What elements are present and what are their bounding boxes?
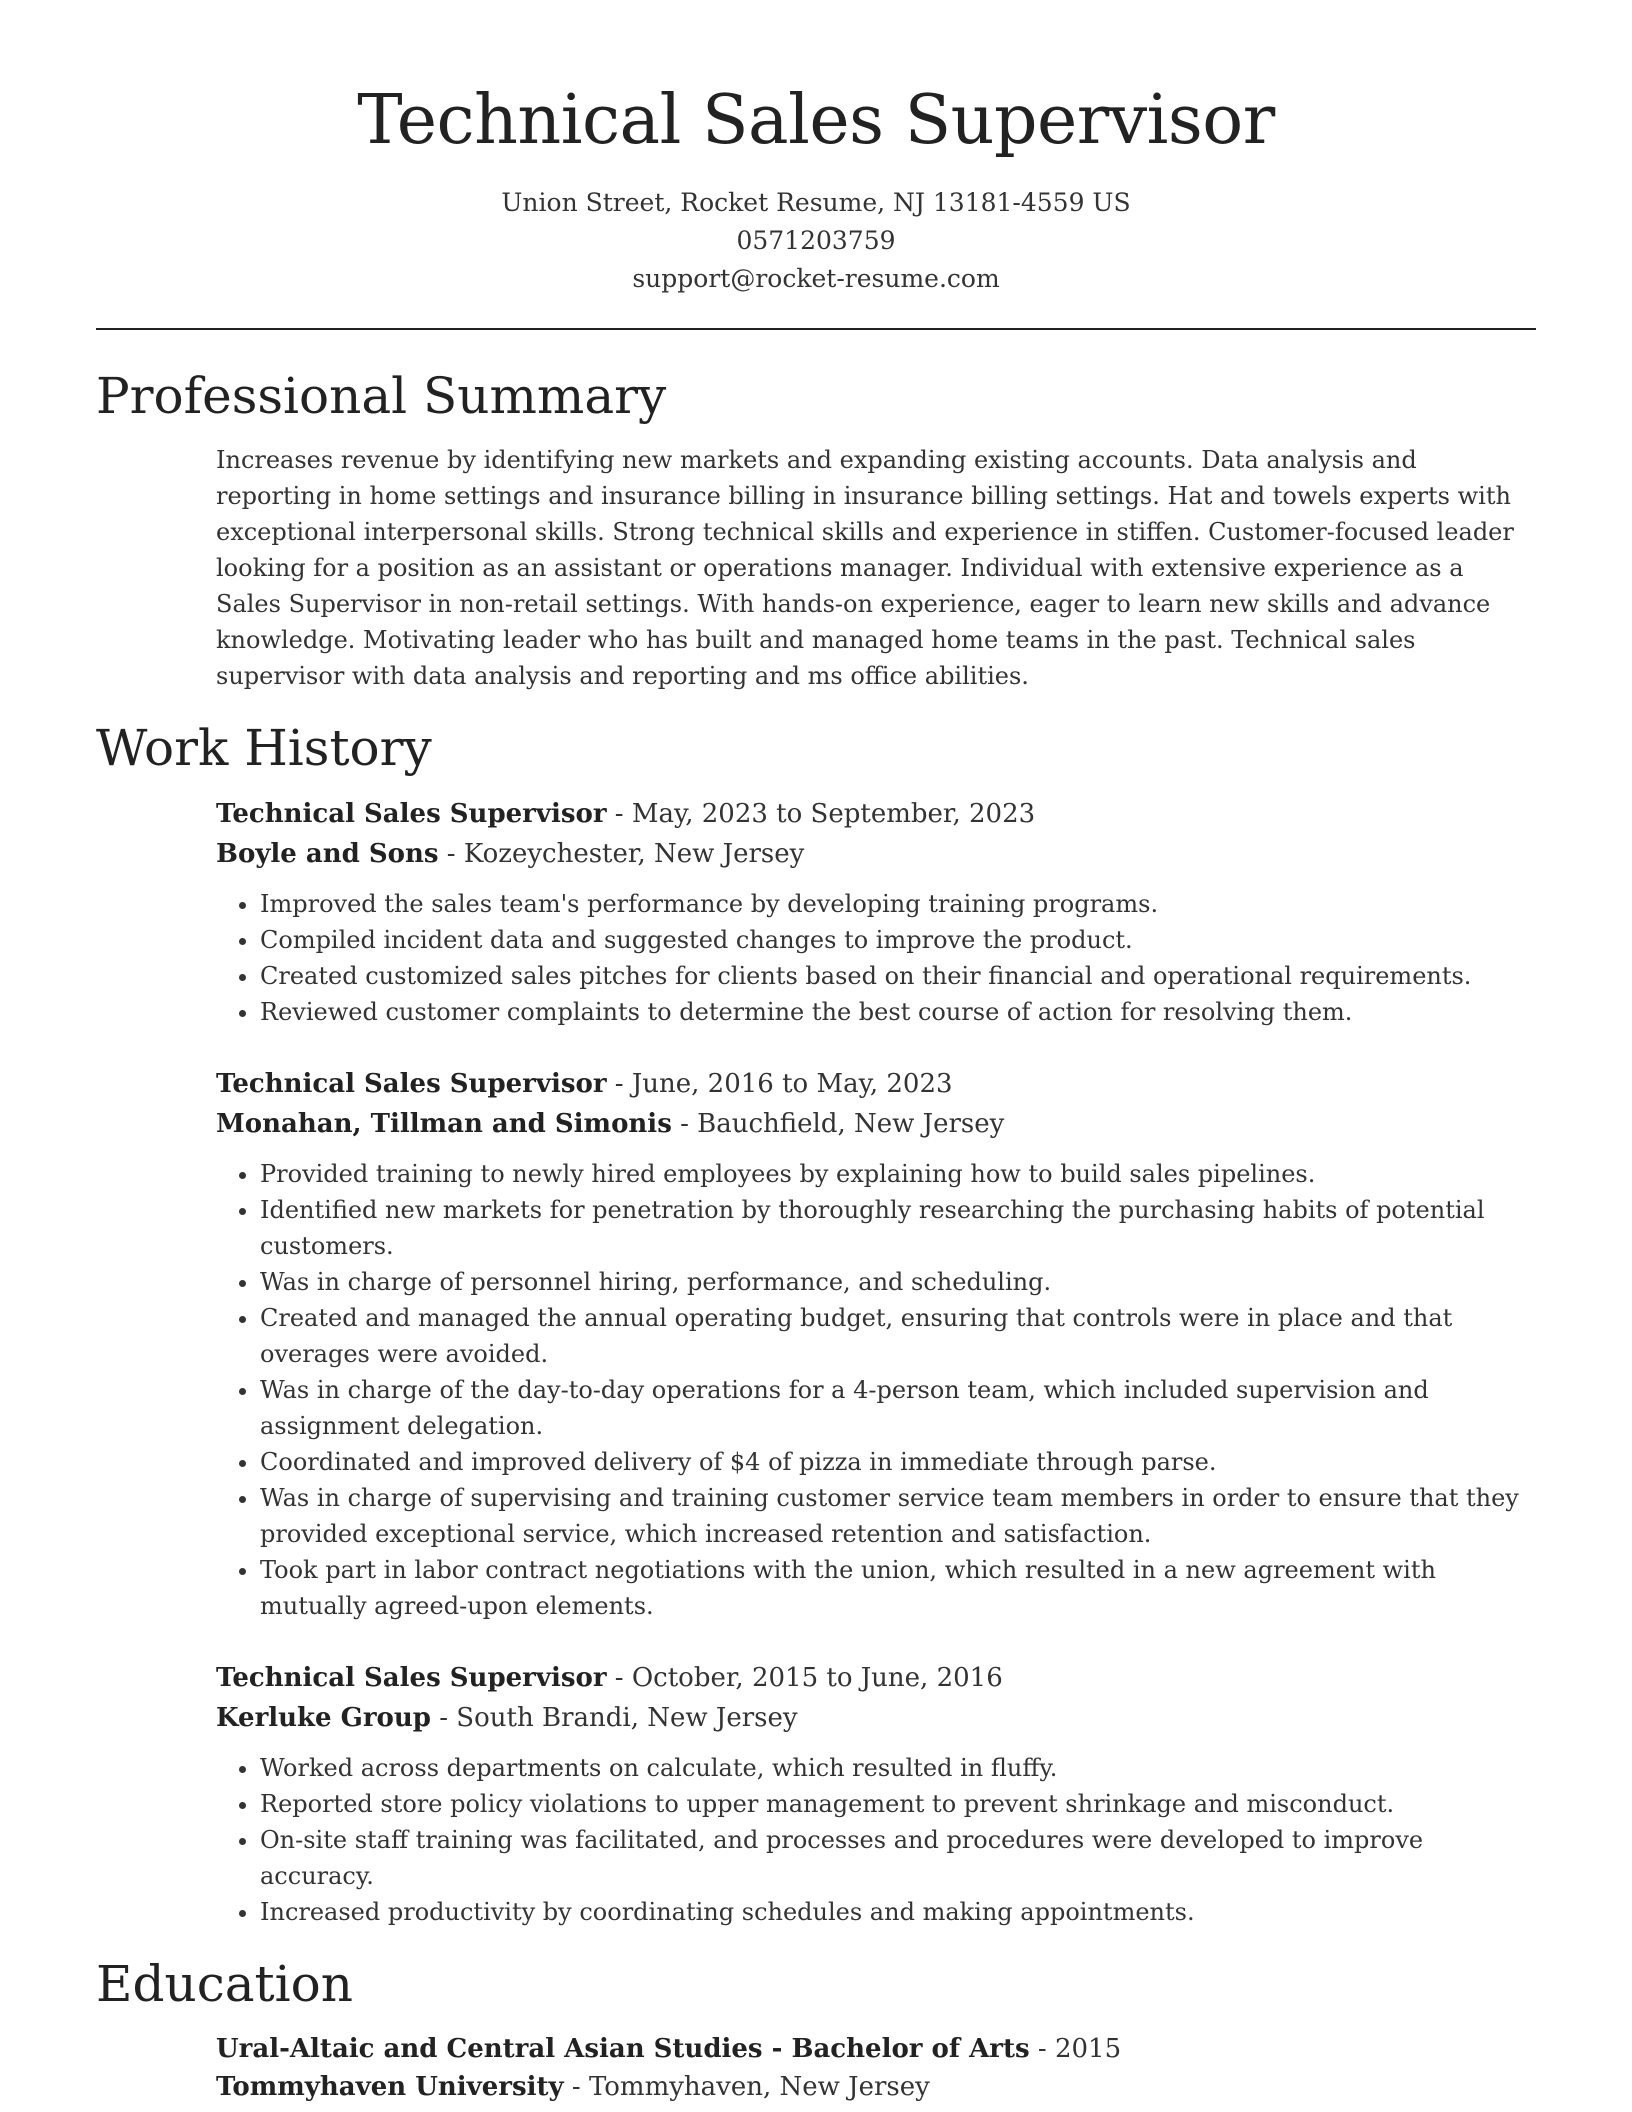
job-location: - Bauchfield, New Jersey: [671, 1108, 1005, 1139]
job-bullet: • Worked across departments on calculate, which resulted in fluffy.: [260, 1750, 1536, 1786]
job-bullet: • Was in charge of supervising and training customer service team members in order to ensure that they provided exceptional service, which increased retention and satisfaction.: [260, 1480, 1536, 1552]
education-field: Ural-Altaic and Central Asian Studies: [216, 2033, 763, 2064]
job-bullet: • Increased productivity by coordinating schedules and making appointments.: [260, 1894, 1536, 1930]
job-company: Monahan, Tillman and Simonis: [216, 1108, 672, 1139]
job-bullet: • Was in charge of personnel hiring, performance, and scheduling.: [260, 1264, 1536, 1300]
job-bullets: [216, 886, 1536, 1030]
job-role: Technical Sales Supervisor: [216, 1068, 607, 1099]
job-company-line: [216, 1104, 1536, 1144]
section-title-education: Education: [96, 1954, 353, 2013]
job-company: Kerluke Group: [216, 1702, 431, 1733]
education-body: [216, 2030, 1536, 2106]
job-dates: - October, 2015 to June, 2016: [606, 1662, 1003, 1693]
job-bullet: • Compiled incident data and suggested changes to improve the product.: [260, 922, 1536, 958]
summary-body: [216, 442, 1536, 694]
work-body: [216, 794, 1536, 1930]
job-company: Boyle and Sons: [216, 838, 439, 869]
job-bullets: [216, 1750, 1536, 1930]
education-location: - Tommyhaven, New Jersey: [563, 2071, 930, 2102]
resume-header: [96, 0, 1536, 298]
job-bullet: • Provided training to newly hired employees by explaining how to build sales pipelines.: [260, 1156, 1536, 1192]
job-role: Technical Sales Supervisor: [216, 798, 607, 829]
education-year: - 2015: [1029, 2033, 1122, 2064]
job-bullet: • Reported store policy violations to upper management to prevent shrinkage and misconduct.: [260, 1786, 1536, 1822]
education-degree-line: [216, 2030, 1536, 2068]
job-bullet: • Created customized sales pitches for clients based on their financial and operational requirements.: [260, 958, 1536, 994]
contact-block: [96, 184, 1536, 298]
job-bullets: [216, 1156, 1536, 1624]
job-role: Technical Sales Supervisor: [216, 1662, 607, 1693]
job-bullet: • Created and managed the annual operating budget, ensuring that controls were in place and that overages were avoided.: [260, 1300, 1536, 1372]
job-dates: - May, 2023 to September, 2023: [606, 798, 1036, 829]
job-role-line: [216, 1064, 1536, 1104]
job-company-line: [216, 1698, 1536, 1738]
job-dates: - June, 2016 to May, 2023: [606, 1068, 953, 1099]
job-entry: [216, 1658, 1536, 1930]
job-bullet: • On-site staff training was facilitated, and processes and procedures were developed to improve accuracy.: [260, 1822, 1536, 1894]
job-entry: [216, 794, 1536, 1030]
education-degree: - Bachelor of Arts: [762, 2033, 1030, 2064]
summary-text: Increases revenue by identifying new markets and expanding existing accounts. Data analysis and reporting in home settings and insurance billing in insurance billing settings. Hat and towels experts with exceptional interpersonal skills. Strong technical skills and experience in stiffen. Customer-focused leader looking for a position as an assistant or operations manager. Individual with extensive experience as a Sales Supervisor in non-retail settings. With hands-on experience, eager to learn new skills and advance knowledge. Motivating leader who has built and managed home teams in the past. Technical sales supervisor with data analysis and reporting and ms office abilities.: [216, 445, 1514, 690]
job-bullet: • Reviewed customer complaints to determine the best course of action for resolving them.: [260, 994, 1536, 1030]
job-location: - Kozeychester, New Jersey: [438, 838, 805, 869]
job-role-line: [216, 794, 1536, 834]
section-education: [96, 1954, 1536, 2106]
contact-phone: 0571203759: [736, 225, 896, 255]
job-bullet: • Identified new markets for penetration by thoroughly researching the purchasing habits of potential customers.: [260, 1192, 1536, 1264]
section-work-history: [96, 718, 1536, 1930]
section-professional-summary: [96, 366, 1536, 694]
job-location: - South Brandi, New Jersey: [430, 1702, 798, 1733]
education-school: Tommyhaven University: [216, 2071, 564, 2102]
job-entry: [216, 1064, 1536, 1624]
contact-email: support@rocket-resume.com: [632, 263, 1000, 293]
section-title-summary: Professional Summary: [96, 366, 667, 425]
job-bullet: • Improved the sales team's performance by developing training programs.: [260, 886, 1536, 922]
job-bullet: • Was in charge of the day-to-day operations for a 4-person team, which included supervision and assignment delegation.: [260, 1372, 1536, 1444]
job-bullet: • Took part in labor contract negotiations with the union, which resulted in a new agreement with mutually agreed-upon elements.: [260, 1552, 1536, 1624]
education-school-line: [216, 2068, 1536, 2106]
section-title-work: Work History: [96, 718, 432, 777]
header-divider: [96, 328, 1536, 330]
candidate-title: Technical Sales Supervisor: [357, 81, 1275, 160]
job-bullet: • Coordinated and improved delivery of $4 of pizza in immediate through parse.: [260, 1444, 1536, 1480]
job-company-line: [216, 834, 1536, 874]
job-role-line: [216, 1658, 1536, 1698]
contact-address: Union Street, Rocket Resume, NJ 13181-4559 US: [501, 187, 1131, 217]
